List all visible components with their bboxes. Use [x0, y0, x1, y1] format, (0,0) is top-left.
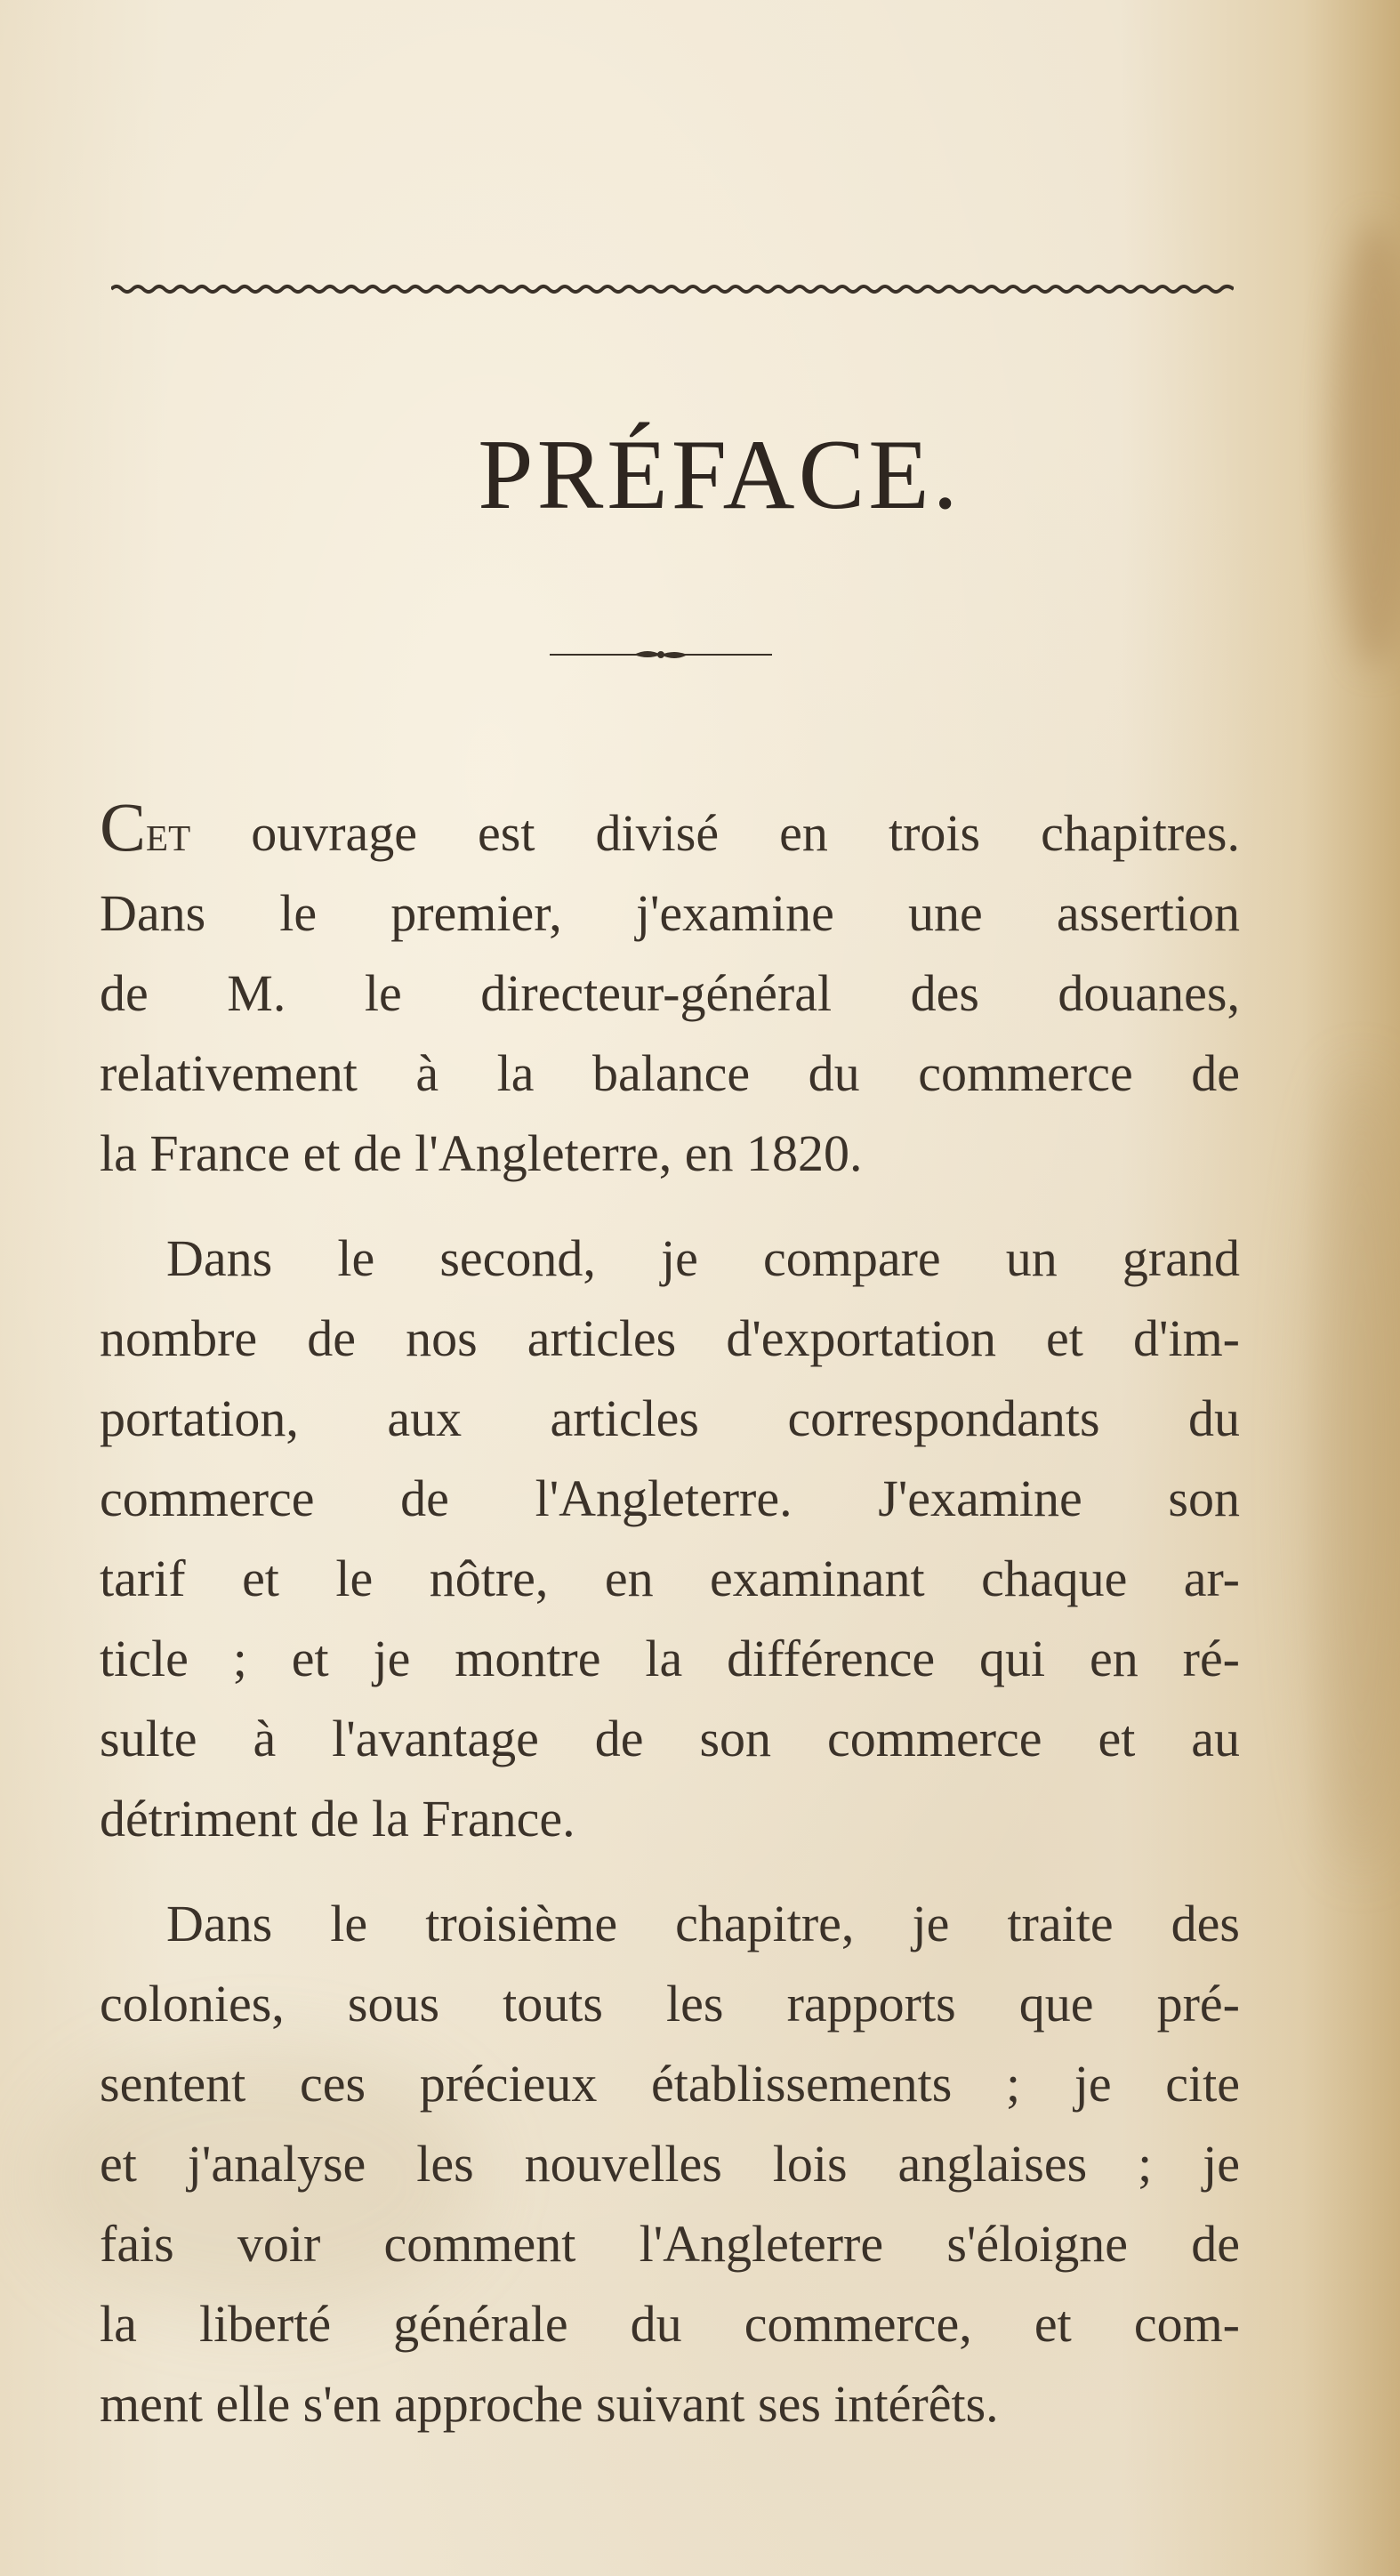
paragraph-1 — [100, 788, 1240, 1194]
text-line: détriment de la France. — [100, 1790, 575, 1847]
text-line: nombre de nos articles d'exportation et d'im- — [100, 1309, 1240, 1367]
text-line: commerce de l'Angleterre. J'examine son — [100, 1469, 1240, 1527]
text-line: colonies, sous touts les rapports que pré- — [100, 1975, 1240, 2033]
text-line: la liberté générale du commerce, et com- — [100, 2295, 1240, 2353]
text-line: sentent ces précieux établissements ; je cite — [100, 2055, 1240, 2113]
preface-body — [100, 788, 1240, 2469]
page-title: PRÉFACE. — [478, 420, 961, 530]
decorative-rule — [111, 283, 1234, 295]
text-line: sulte à l'avantage de son commerce et au — [100, 1710, 1240, 1767]
paper-stain — [1307, 1067, 1400, 1868]
paragraph-3 — [100, 1884, 1240, 2444]
text-line: Dans le troisième chapitre, je traite des — [166, 1895, 1240, 1952]
lead-letter: C — [100, 788, 147, 865]
lead-smallcaps: et — [146, 804, 191, 862]
text-line: relativement à la balance du commerce de — [100, 1044, 1240, 1102]
text-line: et j'analyse les nouvelles lois anglaises ; je — [100, 2135, 1240, 2193]
text-line: ment elle s'en approche suivant ses intérêts. — [100, 2375, 999, 2433]
text-line: tarif et le nôtre, en examinant chaque ar- — [100, 1550, 1240, 1607]
text-line: Cet ouvrage est divisé en trois chapitres. — [100, 788, 1240, 865]
text-line: Dans le premier, j'examine une assertion — [100, 884, 1240, 942]
text-line: ticle ; et je montre la différence qui en ré- — [100, 1630, 1240, 1687]
text-line: de M. le directeur-général des douanes, — [100, 964, 1240, 1022]
paragraph-2 — [100, 1219, 1240, 1859]
text-line: la France et de l'Angleterre, en 1820. — [100, 1124, 863, 1182]
text-line: fais voir comment l'Angleterre s'éloigne de — [100, 2215, 1240, 2273]
text-line: portation, aux articles correspondants du — [100, 1389, 1240, 1447]
ornament-divider — [550, 646, 772, 664]
text-line: Dans le second, je compare un grand — [166, 1229, 1240, 1287]
